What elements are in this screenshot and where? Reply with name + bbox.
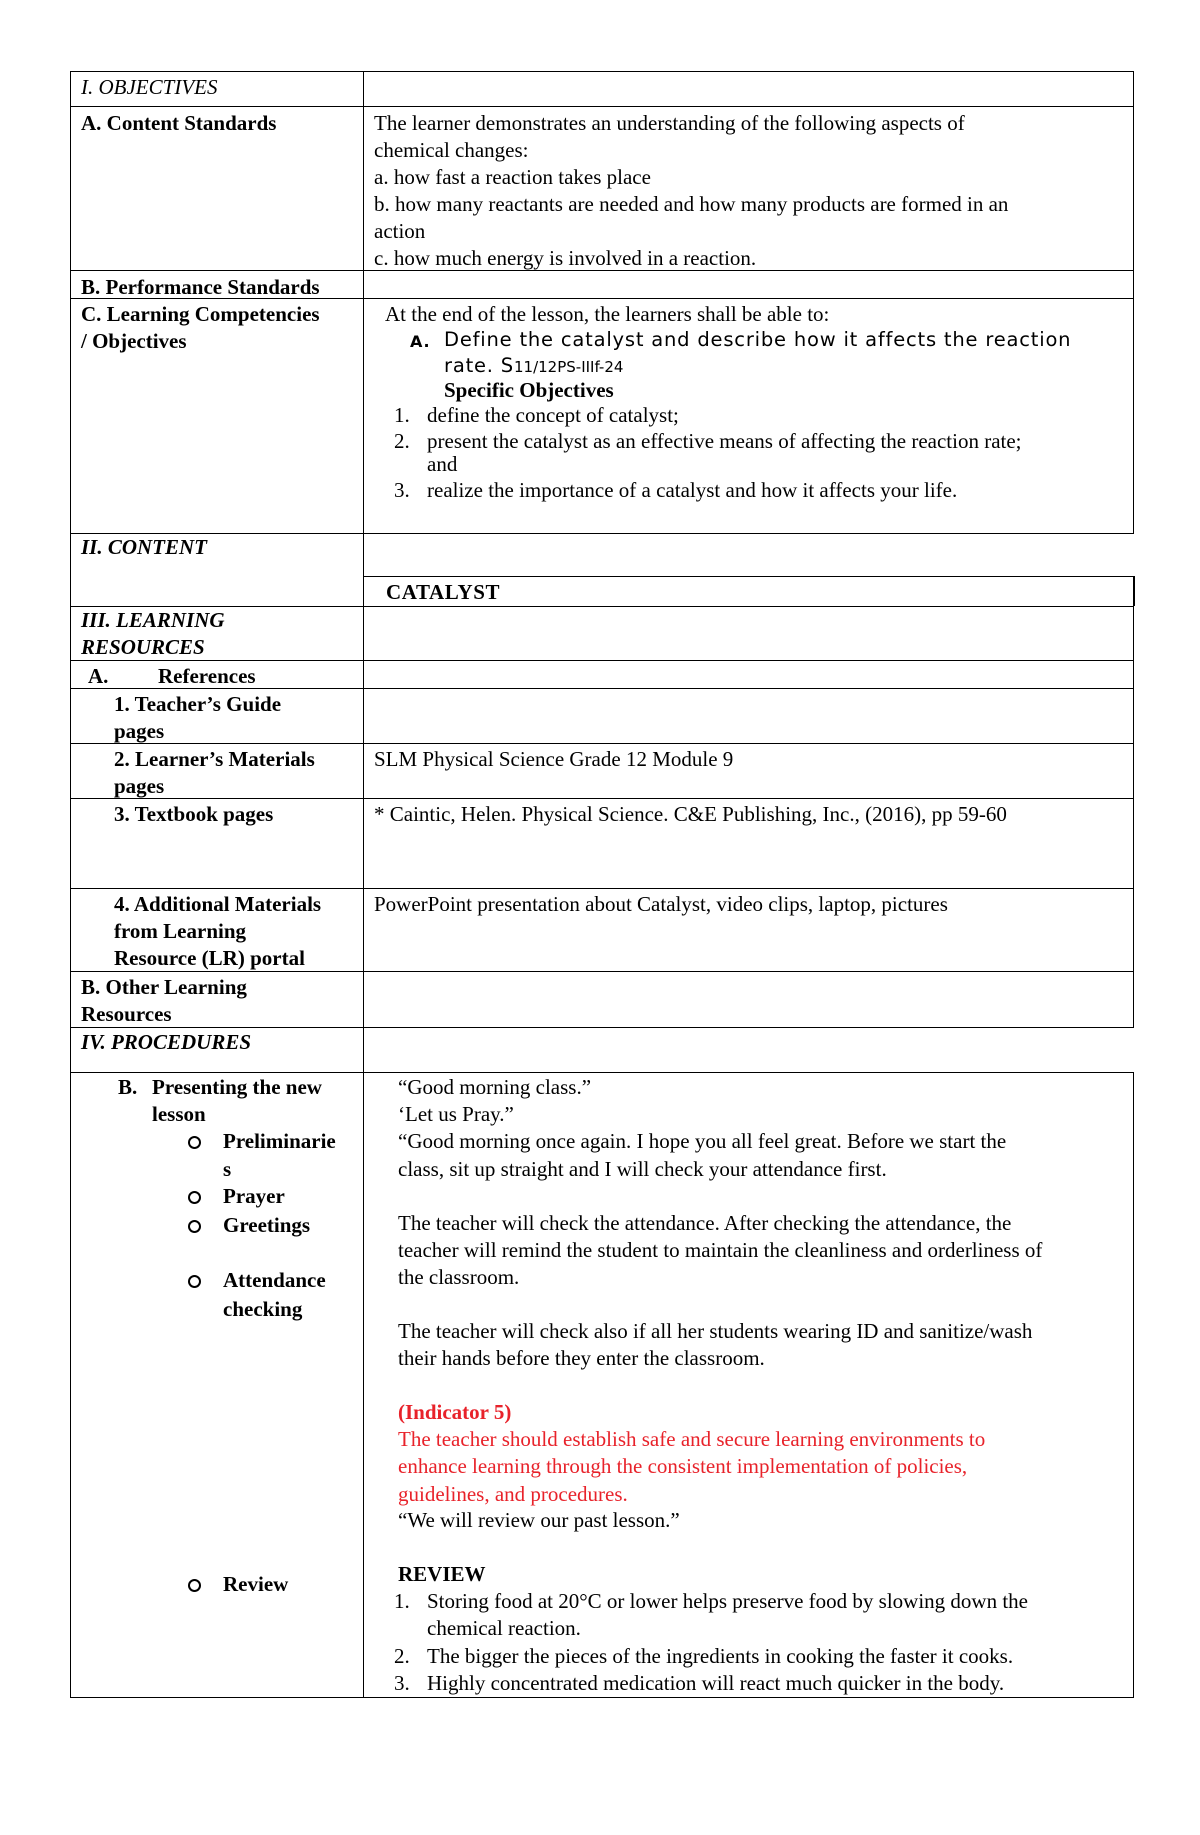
learners-materials-label: 2. Learner’s Materials xyxy=(114,747,315,771)
review-intro: “We will review our past lesson.” xyxy=(398,1508,680,1532)
row-border xyxy=(70,71,1134,72)
preliminaries-label: s xyxy=(223,1157,232,1181)
objective-number: 2. xyxy=(394,429,410,453)
procedure-greeting: class, sit up straight and I will check your attendance first. xyxy=(398,1157,887,1181)
content-standards-text: action xyxy=(374,219,426,243)
other-resources-label: B. Other Learning xyxy=(81,975,247,999)
row-border xyxy=(70,743,1134,744)
presenting-label: lesson xyxy=(152,1102,206,1126)
greetings-label: Greetings xyxy=(223,1213,311,1237)
learning-resources-heading: III. LEARNING xyxy=(81,608,225,632)
references-label: References xyxy=(158,664,256,688)
column-divider xyxy=(363,71,364,1697)
indicator-text: enhance learning through the consistent implementation of policies, xyxy=(398,1454,968,1478)
objective-text: define the concept of catalyst; xyxy=(427,403,679,427)
table-right-border xyxy=(1133,1072,1134,1697)
indicator-text: guidelines, and procedures. xyxy=(398,1482,628,1506)
review-number: 1. xyxy=(394,1589,410,1613)
teachers-guide-label: 1. Teacher’s Guide xyxy=(114,692,282,716)
learning-competencies-label: / Objectives xyxy=(81,329,187,353)
other-resources-label: Resources xyxy=(81,1002,172,1026)
attendance-label: checking xyxy=(223,1297,303,1321)
review-item: The bigger the pieces of the ingredients in cooking the faster it cooks. xyxy=(427,1644,1014,1668)
bullet-icon xyxy=(188,1275,201,1288)
objective-text: and xyxy=(427,452,458,476)
bullet-icon xyxy=(188,1191,201,1204)
objective-number: 3. xyxy=(394,478,410,502)
table-right-border xyxy=(1133,71,1134,533)
row-border xyxy=(70,660,1134,661)
specific-objectives-heading: Specific Objectives xyxy=(444,378,614,402)
presenting-letter: B. xyxy=(118,1075,138,1099)
objectives-heading: I. OBJECTIVES xyxy=(81,75,218,99)
row-border xyxy=(70,798,1134,799)
learning-competencies-label: C. Learning Competencies xyxy=(81,302,320,326)
row-border xyxy=(70,1697,1134,1698)
indicator-title: (Indicator 5) xyxy=(398,1400,512,1424)
teachers-guide-label: pages xyxy=(114,719,165,743)
preliminaries-label: Preliminarie xyxy=(223,1129,336,1153)
textbook-pages-label: 3. Textbook pages xyxy=(114,802,274,826)
attendance-label: Attendance xyxy=(223,1268,326,1292)
content-standards-text: b. how many reactants are needed and how many products are formed in an xyxy=(374,192,1009,216)
procedure-greeting: “Good morning class.” xyxy=(398,1075,592,1099)
row-border xyxy=(70,888,1134,889)
table-right-border xyxy=(1134,576,1135,606)
content-standards-text: The learner demonstrates an understanding of the following aspects of xyxy=(374,111,965,135)
competency-a-text: Define the catalyst and describe how it affects the reaction xyxy=(444,328,1072,351)
objective-text: realize the importance of a catalyst and how it affects your life. xyxy=(427,478,958,502)
references-letter: A. xyxy=(88,664,109,688)
review-label: Review xyxy=(223,1572,289,1596)
review-number: 3. xyxy=(394,1671,410,1695)
bullet-icon xyxy=(188,1579,201,1592)
content-standards-label: A. Content Standards xyxy=(81,111,277,135)
row-border xyxy=(363,576,1135,577)
review-heading: REVIEW xyxy=(398,1562,486,1586)
competency-a-text: rate. S xyxy=(444,354,514,377)
textbook-value: * Caintic, Helen. Physical Science. C&E Publishing, Inc., (2016), pp 59-60 xyxy=(374,802,1007,826)
row-border xyxy=(70,1072,1134,1073)
row-border xyxy=(70,106,1134,107)
review-item: chemical reaction. xyxy=(427,1616,581,1640)
procedure-attendance: the classroom. xyxy=(398,1265,520,1289)
presenting-label: Presenting the new xyxy=(152,1075,322,1099)
competencies-intro: At the end of the lesson, the learners shall be able to: xyxy=(385,302,830,326)
review-item: Highly concentrated medication will react much quicker in the body. xyxy=(427,1671,1005,1695)
additional-materials-label: 4. Additional Materials xyxy=(114,892,322,916)
bullet-icon xyxy=(188,1136,201,1149)
content-standards-text: chemical changes: xyxy=(374,138,529,162)
procedure-id-check: The teacher will check also if all her students wearing ID and sanitize/wash xyxy=(398,1319,1033,1343)
procedures-heading: IV. PROCEDURES xyxy=(81,1030,252,1054)
content-standards-text: a. how fast a reaction takes place xyxy=(374,165,651,189)
additional-materials-label: Resource (LR) portal xyxy=(114,946,305,970)
content-topic: CATALYST xyxy=(386,580,501,604)
procedure-attendance: The teacher will check the attendance. After checking the attendance, the xyxy=(398,1211,1012,1235)
procedure-id-check: their hands before they enter the classroom. xyxy=(398,1346,765,1370)
table-right-border xyxy=(1133,576,1134,1027)
performance-standards-label: B. Performance Standards xyxy=(81,275,320,299)
bullet-icon xyxy=(188,1220,201,1233)
row-border xyxy=(70,606,1134,607)
learners-materials-label: pages xyxy=(114,774,165,798)
table-left-border xyxy=(70,71,71,1697)
review-number: 2. xyxy=(394,1644,410,1668)
competency-code: 11/12PS-IIIf-24 xyxy=(513,358,624,376)
additional-materials-label: from Learning xyxy=(114,919,247,943)
row-border xyxy=(70,533,1134,534)
learners-materials-value: SLM Physical Science Grade 12 Module 9 xyxy=(374,747,734,771)
prayer-label: Prayer xyxy=(223,1184,285,1208)
indicator-text: The teacher should establish safe and secure learning environments to xyxy=(398,1427,986,1451)
objective-number: 1. xyxy=(394,403,410,427)
competency-a-letter: A. xyxy=(410,332,431,351)
content-heading: II. CONTENT xyxy=(81,535,208,559)
review-item: Storing food at 20°C or lower helps preserve food by slowing down the xyxy=(427,1589,1028,1613)
content-standards-text: c. how much energy is involved in a reaction. xyxy=(374,246,757,270)
procedure-attendance: teacher will remind the student to maintain the cleanliness and orderliness of xyxy=(398,1238,1043,1262)
learning-resources-heading: RESOURCES xyxy=(81,635,205,659)
objective-text: present the catalyst as an effective means of affecting the reaction rate; xyxy=(427,429,1022,453)
row-border xyxy=(70,1027,1134,1028)
procedure-prayer: ‘Let us Pray.” xyxy=(398,1102,514,1126)
procedure-greeting: “Good morning once again. I hope you all feel great. Before we start the xyxy=(398,1129,1007,1153)
additional-materials-value: PowerPoint presentation about Catalyst, video clips, laptop, pictures xyxy=(374,892,948,916)
